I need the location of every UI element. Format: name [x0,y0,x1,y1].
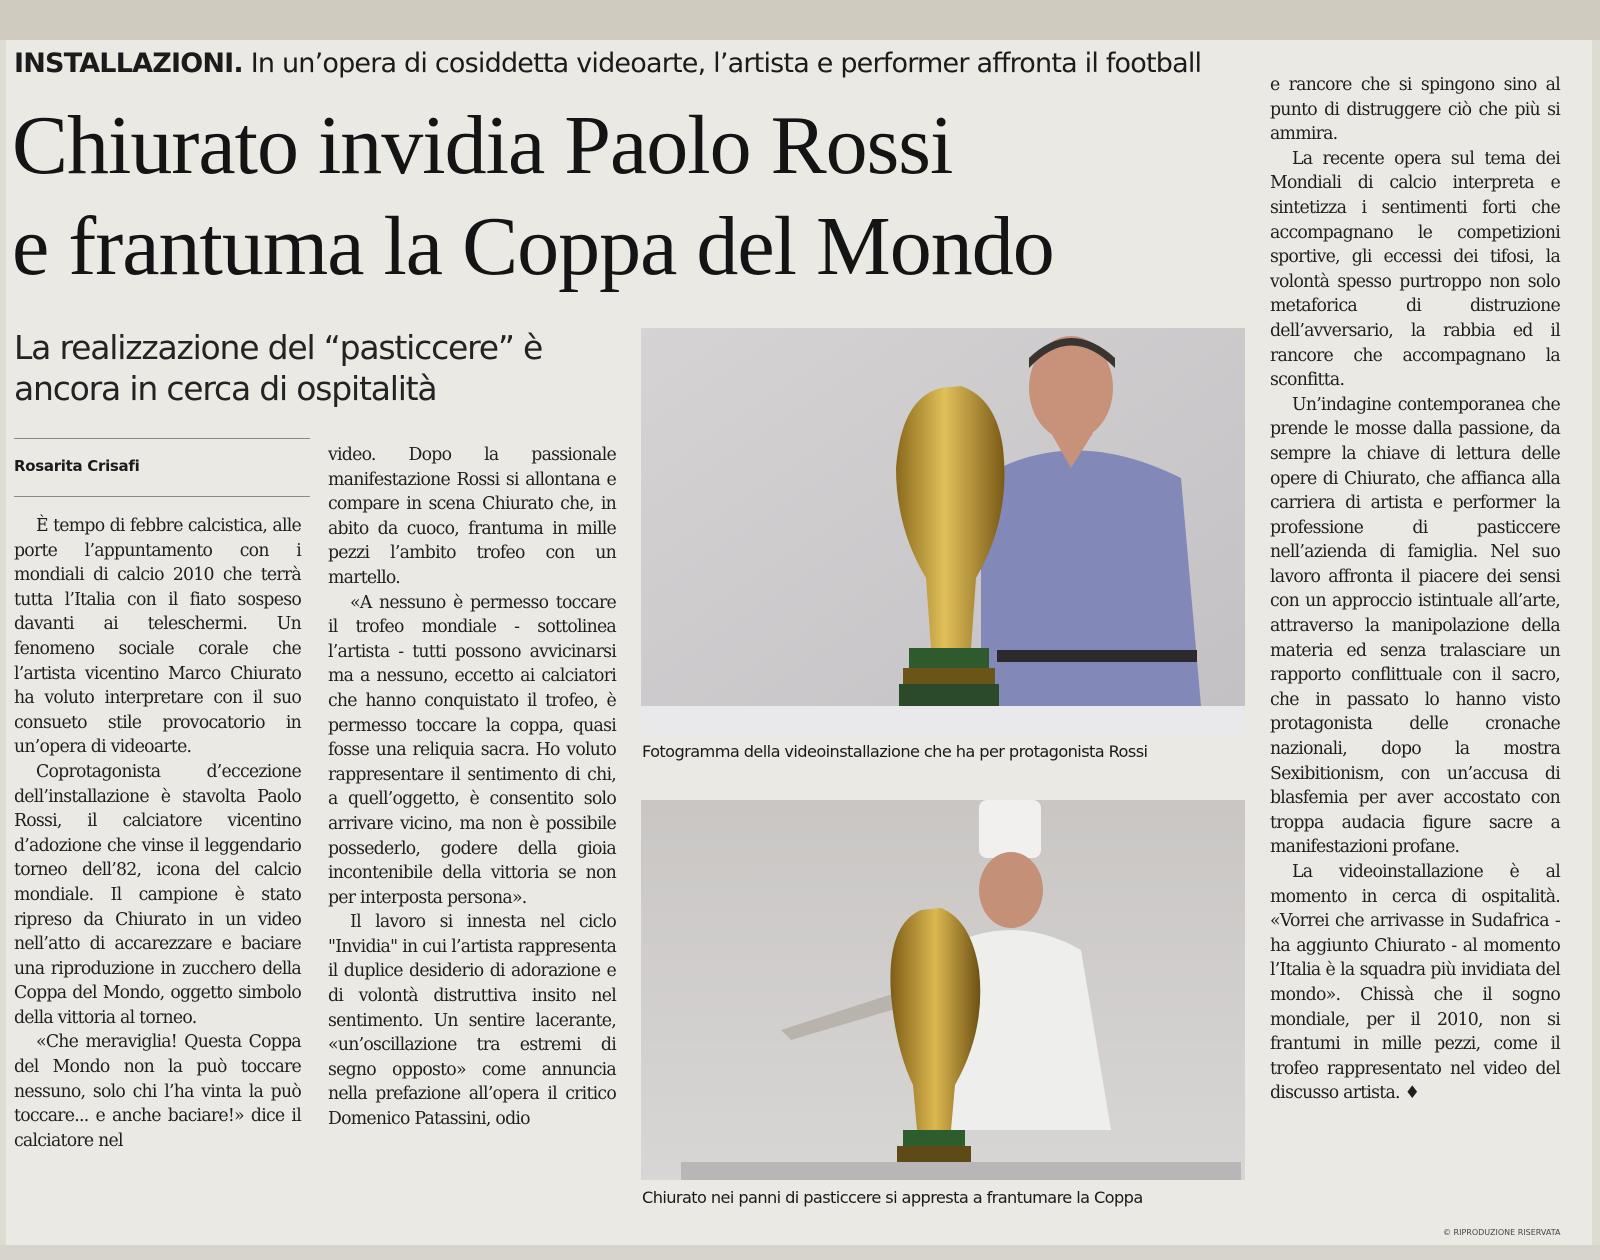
paragraph: Un’indagine contemporanea che prende le mosse dalla passione, da sempre la chiave di lettura delle opere di Chiurato, che affianca alla carriera di artista e performer la professione di pasticcere nell’azienda di famiglia. Nel suo lavoro affronta il piacere dei sensi con un approccio istintuale all’arte, attraverso la manipolazione della materia ed senza tralasciare un rapporto conflittuale con il sacro, che in passato lo hanno visto protagonista delle cronache nazionali, dopo la mostra Sexibitionism, con un’accusa di blasfemia per aver accostato con troppa audacia figure sacre a manifestazioni profane. [1270,394,1560,858]
paragraph: «A nessuno è permesso toccare il trofeo mondiale - sottolinea l’artista - tutti possono avvicinarsi ma a nessuno, eccetto ai calciatori che hanno conquistato il trofeo, è permesso toccare la coppa, quasi fosse una reliquia sacra. Ho voluto rappresentare il sentimento di chi, a quell’oggetto, è consentito solo arrivare vicino, ma non è possibile possederlo, godere della gioia incontenibile della vittoria se non per interposta persona». [328,592,616,908]
copyright-notice: © RIPRODUZIONE RISERVATA [1443,1228,1561,1237]
headline-line-2: e frantuma la Coppa del Mondo [12,200,1054,293]
paragraph: «Che meraviglia! Questa Coppa del Mondo non la può toccare nessuno, solo chi l’ha vinta la può toccare... e anche baciare!» dice il calciatore nel [14,1032,301,1151]
paragraph: La videoinstallazione è al momento in cerca di ospitalità. «Vorrei che arrivasse in Sudafrica - ha aggiunto Chiurato - al momento l’Italia è la squadra più invidiata del mondo». Chissà che il sogno mondiale, per il 2010, non si frantumi in mille pezzi, come il trofeo rappresentato nel video del discusso artista. ♦ [1270,862,1560,1104]
headline-line-1: Chiurato invidia Paolo Rossi [12,99,953,192]
article-column-3 [1270,73,1560,1106]
byline-rule-top [14,438,310,439]
paragraph: Il lavoro si innesta nel ciclo "Invidia" in cui l’artista rappresenta il duplice desiderio di adorazione e di volontà distruttiva insito nel sentimento. Un sentire lacerante, «un’oscillazione tra estremi di segno opposto» come annuncia nella prefazione all’opera il critico Domenico Patassini, odio [328,912,616,1130]
paragraph: È tempo di febbre calcistica, alle porte l’appuntamento con i mondiali di calcio 2010 che terrà tutta l’Italia con il fiato sospeso davanti ai teleschermi. Un fenomeno sociale corale che l’artista vicentino Marco Chiurato ha voluto interpretare con il suo consueto stile provocatorio in un’opera di videoarte. [14,516,301,758]
paragraph: La recente opera sul tema dei Mondiali di calcio interpreta e sintetizza i sentimenti forti che accompagnano le competizioni sportive, gli eccessi dei tifosi, la volontà spesso purtroppo non solo metaforica di distruzione dell’avversario, la rabbia ed il rancore che accompagnano la sconfitta. [1270,148,1560,391]
photo-chiurato-illustration [641,800,1245,1180]
photo-chiurato-pastry-chef [641,800,1245,1180]
kicker-text: In un’opera di cosiddetta videoarte, l’artista e performer affronta il football [250,48,1202,79]
article-column-1 [14,514,301,1153]
bottom-margin-strip [0,1245,1600,1260]
article-column-2 [328,443,616,1132]
paragraph: e rancore che si spingono sino al punto di distruggere ciò che più si ammira. [1270,75,1560,145]
photo-rossi-with-trophy [641,328,1245,735]
kicker-label: INSTALLAZIONI. [14,48,243,79]
top-margin-strip [0,0,1600,40]
photo-caption-2: Chiurato nei panni di pasticcere si appresta a frantumare la Coppa [642,1188,1143,1207]
subheadline: La realizzazione del “pasticcere” è ancora in cerca di ospitalità [14,328,543,408]
byline-author: Rosarita Crisafi [14,457,140,475]
paragraph: video. Dopo la passionale manifestazione Rossi si allontana e compare in scena Chiurato che, in abito da cuoco, frantuma in mille pezzi l’ambito trofeo con un martello. [328,445,616,588]
byline-rule-bottom [14,496,310,497]
photo-rossi-illustration [641,328,1245,735]
kicker [14,48,1201,79]
photo-caption-1: Fotogramma della videoinstallazione che ha per protagonista Rossi [642,742,1148,761]
paragraph: Coprotagonista d’eccezione dell’installazione è stavolta Paolo Rossi, il calciatore vicentino d’adozione che vinse il leggendario torneo dell’82, icona del calcio mondiale. Il campione è stato ripreso da Chiurato in un video nell’atto di accarezzare e baciare una riproduzione in zucchero della Coppa del Mondo, oggetto simbolo della vittoria al torneo. [14,761,301,1028]
